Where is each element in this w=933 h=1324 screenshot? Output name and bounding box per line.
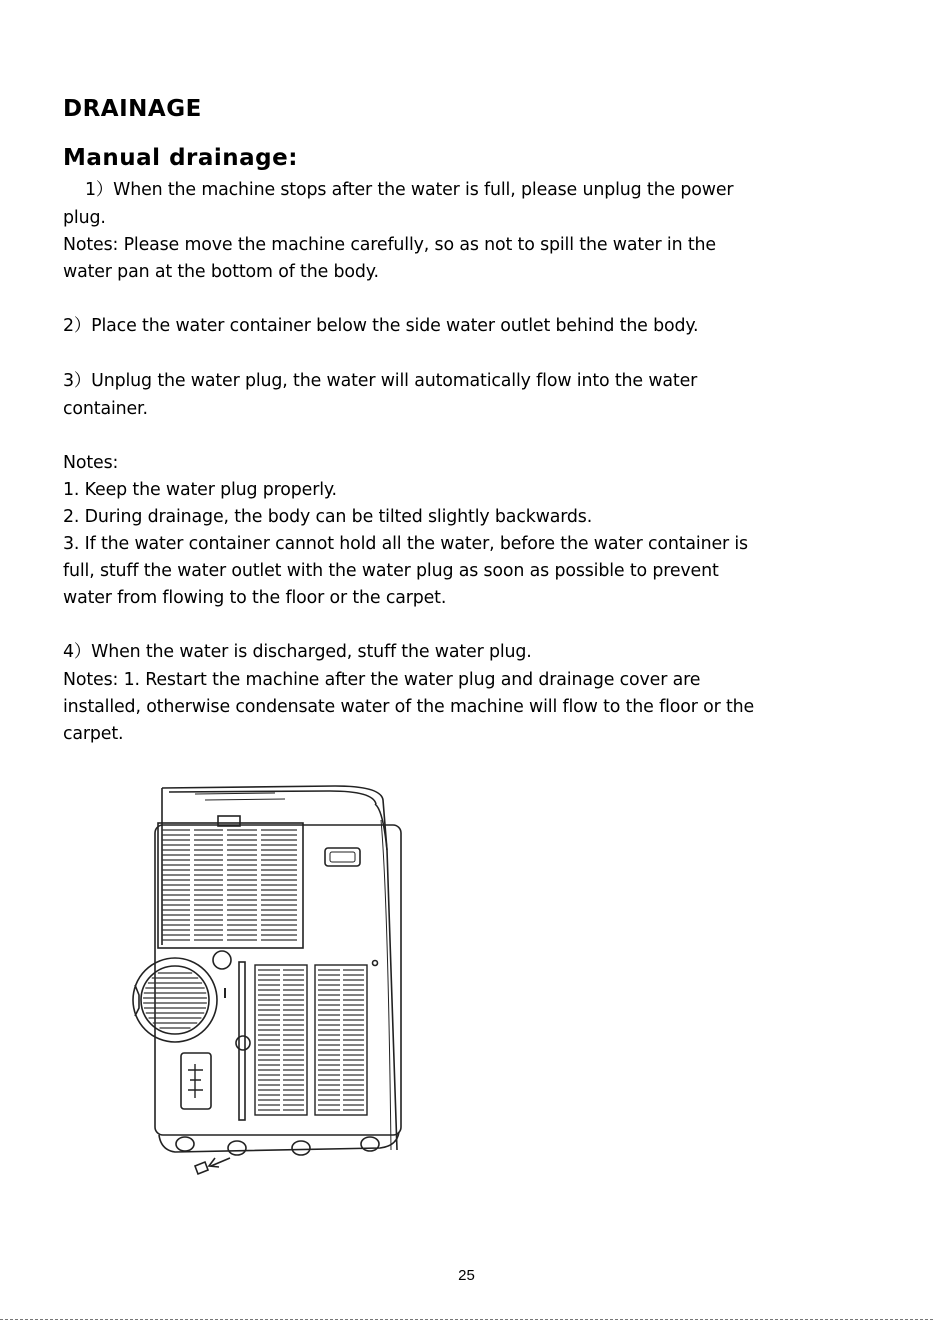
- notes-label: Notes:: [63, 453, 119, 473]
- step-1-text: 1）When the machine stops after the water is full, please unplug the power: [85, 180, 734, 200]
- step-4-note-cont: installed, otherwise condensate water of the machine will flow to the floor or the: [63, 697, 755, 717]
- step-4-note: Notes: 1. Restart the machine after the water plug and drainage cover are: [63, 670, 701, 690]
- step-1-text-cont: plug.: [63, 208, 106, 228]
- note-item-3: 3. If the water container cannot hold all the water, before the water container is: [63, 534, 748, 554]
- section-heading: Manual drainage:: [63, 145, 298, 171]
- step-4-note-cont2: carpet.: [63, 724, 124, 744]
- step-2-text: 2）Place the water container below the side water outlet behind the body.: [63, 316, 699, 336]
- bottom-divider: [0, 1319, 933, 1320]
- note-item-1: 1. Keep the water plug properly.: [63, 480, 337, 500]
- note-item-3-cont2: water from flowing to the floor or the carpet.: [63, 588, 447, 608]
- step-1-note: Notes: Please move the machine carefully, so as not to spill the water in the: [63, 235, 716, 255]
- step-3-text: 3）Unplug the water plug, the water will automatically flow into the water: [63, 371, 698, 391]
- air-conditioner-rear-illustration: [125, 780, 425, 1190]
- step-1-note-cont: water pan at the bottom of the body.: [63, 262, 379, 282]
- step-3-text-cont: container.: [63, 399, 148, 419]
- page-number: 25: [458, 1267, 475, 1284]
- note-item-2: 2. During drainage, the body can be tilted slightly backwards.: [63, 507, 593, 527]
- page-title: DRAINAGE: [63, 96, 202, 122]
- note-item-3-cont: full, stuff the water outlet with the water plug as soon as possible to prevent: [63, 561, 719, 581]
- step-4-text: 4）When the water is discharged, stuff the water plug.: [63, 642, 532, 662]
